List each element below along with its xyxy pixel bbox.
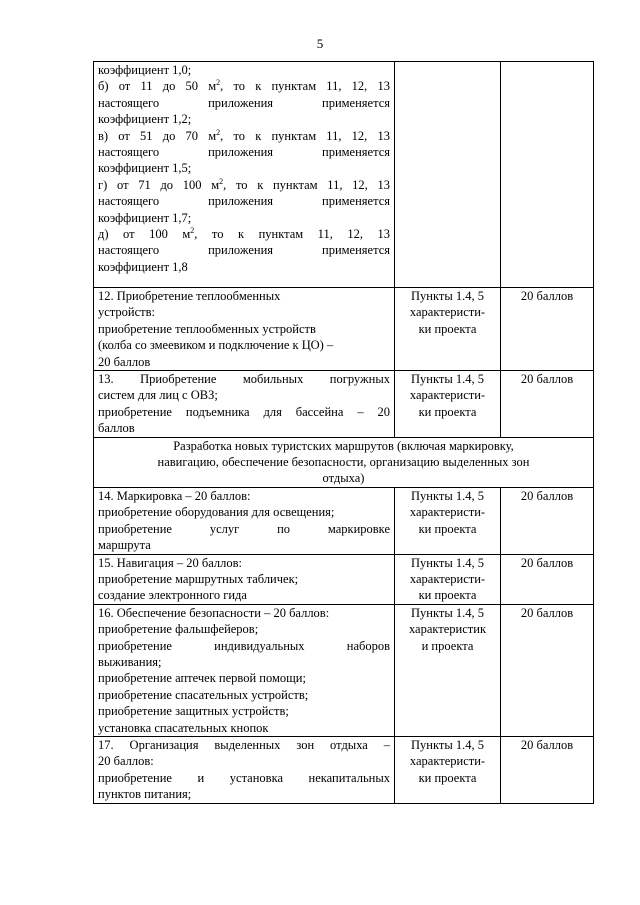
criterion-line: приобретение и установка некапитальных [98, 770, 390, 785]
criterion-line: 15. Навигация – 20 баллов: [98, 555, 242, 570]
reference-line: ки проекта [418, 521, 477, 536]
reference-line: характеристи- [409, 305, 486, 320]
reference-cell [395, 487, 501, 554]
table-row [94, 288, 594, 371]
criteria-table [93, 61, 594, 804]
superscript: 2 [216, 78, 221, 88]
section-header-cell [94, 437, 594, 487]
continuation-line: настоящего приложения применяется [98, 194, 390, 209]
points-cell: 20 баллов [501, 604, 594, 736]
criterion-line: 13. Приобретение мобильных погружных [98, 372, 390, 387]
continuation-line: коэффициент 1,2; [98, 112, 192, 127]
empty-points-cell [501, 62, 594, 288]
reference-line: характеристи- [409, 571, 486, 586]
reference-line: Пункты 1.4, 5 [411, 488, 484, 503]
criterion-line: 17. Организация выделенных зон отдыха – [98, 737, 390, 752]
reference-cell [395, 554, 501, 604]
empty-ref-cell [395, 62, 501, 288]
continuation-line: коэффициент 1,5; [98, 161, 192, 176]
criterion-line: приобретение теплообменных устройств [98, 321, 316, 336]
criterion-line: 12. Приобретение теплообменных [98, 289, 281, 303]
table-row [94, 371, 594, 438]
reference-cell [395, 736, 501, 803]
criterion-line: приобретение аптечек первой помощи; [98, 671, 306, 686]
criterion-line: приобретение фальшфейеров; [98, 622, 259, 637]
continuation-line: коэффициент 1,0; [98, 63, 192, 77]
section-header-line: навигацию, обеспечение безопасности, организацию выделенных зон [157, 455, 530, 470]
reference-line: ки проекта [418, 770, 477, 785]
superscript: 2 [190, 225, 195, 235]
section-header-line: отдыха) [322, 471, 365, 486]
continuation-line: в) от 51 до 70 $м^2$, то к пунктам 11, 12, 13 [98, 127, 390, 143]
criterion-line: приобретение спасательных устройств; [98, 687, 309, 702]
criterion-line: систем для лиц с ОВЗ; [98, 388, 218, 403]
continuation-line: б) от 11 до 50 $м^2$, то к пунктам 11, 12, 13 [98, 78, 390, 94]
criterion-line: приобретение индивидуальных наборов [98, 638, 390, 653]
criterion-line: 20 баллов [98, 354, 151, 369]
reference-line: ки проекта [418, 321, 477, 336]
continuation-line: настоящего приложения применяется [98, 145, 390, 160]
page-number: 5 [316, 36, 324, 51]
reference-line: и проекта [421, 638, 474, 653]
criterion-line: баллов [98, 421, 135, 436]
criterion-cell [94, 487, 395, 554]
points-cell: 20 баллов [501, 736, 594, 803]
criterion-cell [94, 736, 395, 803]
criterion-cell [94, 554, 395, 604]
section-header-line: Разработка новых туристских маршрутов (включая маркировку, [173, 438, 514, 453]
continuation-line: д) от 100 $м^2$, то к пунктам 11, 12, 13 [98, 225, 390, 242]
criterion-line: приобретение маршрутных табличек; [98, 571, 299, 586]
points-cell: 20 баллов [501, 371, 594, 438]
continuation-line: коэффициент 1,8 [98, 259, 188, 274]
criterion-line: приобретение услуг по маркировке [98, 521, 390, 536]
reference-line: Пункты 1.4, 5 [411, 289, 484, 303]
criterion-line: устройств: [98, 305, 155, 320]
criterion-line: выживания; [98, 654, 162, 669]
criterion-line: 20 баллов: [98, 754, 154, 769]
reference-line: Пункты 1.4, 5 [411, 555, 484, 570]
table-row-continuation [94, 62, 594, 288]
superscript: 2 [216, 127, 221, 137]
reference-line: Пункты 1.4, 5 [411, 605, 484, 620]
criterion-line: установка спасательных кнопок [98, 720, 269, 735]
table-row [94, 604, 594, 736]
criterion-cell [94, 288, 395, 371]
criterion-line: 16. Обеспечение безопасности – 20 баллов: [98, 605, 330, 620]
reference-line: характеристик [408, 622, 487, 637]
reference-line: ки проекта [418, 588, 477, 603]
reference-line: характеристи- [409, 388, 486, 403]
reference-cell [395, 604, 501, 736]
superscript: 2 [219, 176, 224, 186]
points-cell: 20 баллов [501, 487, 594, 554]
continuation-line: коэффициент 1,7; [98, 210, 192, 225]
reference-line: ки проекта [418, 404, 477, 419]
table-row [94, 554, 594, 604]
points-cell: 20 баллов [501, 288, 594, 371]
criterion-line: приобретение оборудования для освещения; [98, 505, 335, 520]
section-header-row [94, 437, 594, 487]
table-row [94, 736, 594, 803]
reference-cell [395, 371, 501, 438]
reference-line: Пункты 1.4, 5 [411, 372, 484, 387]
criterion-line: приобретение подъемника для бассейна – 20 [98, 404, 390, 419]
continuation-line: настоящего приложения применяется [98, 243, 390, 258]
criterion-line: пунктов питания; [98, 787, 192, 802]
continuation-text-cell [94, 62, 395, 288]
criterion-line: 14. Маркировка – 20 баллов: [98, 488, 251, 503]
criterion-line: маршрута [98, 538, 151, 553]
reference-line: характеристи- [409, 754, 486, 769]
continuation-line: настоящего приложения применяется [98, 95, 390, 110]
criterion-line: (колба со змеевиком и подключение к ЦО) – [98, 338, 334, 353]
reference-cell [395, 288, 501, 371]
points-cell: 20 баллов [501, 554, 594, 604]
criterion-line: создание электронного гида [98, 588, 247, 603]
reference-line: характеристи- [409, 505, 486, 520]
criterion-line: приобретение защитных устройств; [98, 704, 289, 719]
reference-line: Пункты 1.4, 5 [411, 737, 484, 752]
criterion-cell [94, 604, 395, 736]
continuation-line: г) от 71 до 100 $м^2$, то к пунктам 11, 12, 13 [98, 176, 390, 192]
criterion-cell [94, 371, 395, 438]
table-row [94, 487, 594, 554]
